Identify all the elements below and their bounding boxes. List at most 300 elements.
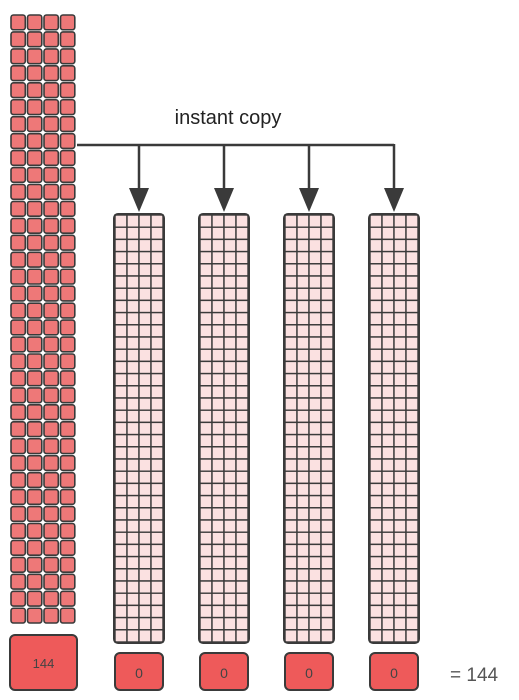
source-block <box>44 303 58 318</box>
copy-slot <box>370 605 382 617</box>
source-block <box>11 320 25 335</box>
source-block <box>61 269 75 284</box>
copy-slot <box>394 361 406 373</box>
source-block <box>44 540 58 555</box>
copy-slot <box>139 520 151 532</box>
copy-slot <box>297 300 309 312</box>
copy-slot <box>200 215 212 227</box>
copy-slot <box>370 581 382 593</box>
copy-slot <box>309 313 321 325</box>
copy-slot <box>297 557 309 569</box>
copy-slot <box>115 374 127 386</box>
copy-slot <box>406 300 418 312</box>
copy-slot <box>139 508 151 520</box>
copy-slot <box>297 288 309 300</box>
copy-slot <box>127 544 139 556</box>
copy-slot <box>406 325 418 337</box>
source-block <box>11 371 25 386</box>
copy-slot <box>406 496 418 508</box>
copy-slot <box>236 386 248 398</box>
copy-column <box>284 214 334 690</box>
source-block <box>28 252 42 267</box>
source-block <box>61 371 75 386</box>
source-block <box>28 456 42 471</box>
copy-slot <box>406 361 418 373</box>
copy-slot <box>406 508 418 520</box>
copy-slot <box>321 361 333 373</box>
copy-slot <box>139 459 151 471</box>
copy-slot <box>406 349 418 361</box>
copy-slot <box>151 386 163 398</box>
copy-slot <box>224 532 236 544</box>
copy-slot <box>285 239 297 251</box>
source-block <box>61 473 75 488</box>
source-block <box>61 388 75 403</box>
copy-slot <box>139 349 151 361</box>
copy-slot <box>127 532 139 544</box>
copy-slot <box>127 239 139 251</box>
copy-slot <box>200 544 212 556</box>
copy-slot <box>309 496 321 508</box>
copy-slot <box>321 557 333 569</box>
copy-slot <box>285 593 297 605</box>
source-block <box>28 540 42 555</box>
copy-slot <box>297 398 309 410</box>
copy-slot <box>394 508 406 520</box>
copy-slot <box>382 337 394 349</box>
copy-slot <box>200 422 212 434</box>
copy-slot <box>297 361 309 373</box>
copy-slot <box>297 532 309 544</box>
copy-slot <box>406 410 418 422</box>
source-block <box>11 574 25 589</box>
copy-slot <box>200 410 212 422</box>
copy-slot <box>285 288 297 300</box>
copy-slot <box>309 386 321 398</box>
source-block <box>44 507 58 522</box>
copy-slot <box>236 300 248 312</box>
copy-slot <box>370 508 382 520</box>
copy-slot <box>224 544 236 556</box>
source-column <box>11 15 75 623</box>
copy-slot <box>139 288 151 300</box>
copy-slot <box>406 618 418 630</box>
copy-slot <box>127 386 139 398</box>
copy-slot <box>236 618 248 630</box>
copy-slot <box>285 276 297 288</box>
source-block <box>61 32 75 47</box>
copy-slot <box>212 349 224 361</box>
copy-slot <box>115 435 127 447</box>
copy-slot <box>224 569 236 581</box>
source-block <box>44 574 58 589</box>
copy-slot <box>382 520 394 532</box>
copy-slot <box>212 361 224 373</box>
copy-slot <box>394 239 406 251</box>
copy-slot <box>224 618 236 630</box>
copy-count-label: 0 <box>135 665 143 681</box>
copy-slot <box>382 300 394 312</box>
copy-slot <box>127 483 139 495</box>
copy-slot <box>370 544 382 556</box>
copy-slot <box>406 520 418 532</box>
copy-slot <box>151 569 163 581</box>
source-block <box>44 371 58 386</box>
copy-slot <box>309 215 321 227</box>
copy-slot <box>382 227 394 239</box>
copy-slot <box>406 471 418 483</box>
copy-slot <box>236 557 248 569</box>
copy-slot <box>115 227 127 239</box>
source-block <box>61 456 75 471</box>
copy-slot <box>212 435 224 447</box>
source-block <box>44 405 58 420</box>
copy-slot <box>139 630 151 642</box>
copy-slot <box>285 398 297 410</box>
copy-slot <box>139 374 151 386</box>
copy-slot <box>212 593 224 605</box>
copy-slot <box>127 252 139 264</box>
copy-slot <box>151 252 163 264</box>
copy-slot <box>321 544 333 556</box>
copy-slot <box>382 483 394 495</box>
copy-slot <box>406 239 418 251</box>
copy-slot <box>406 630 418 642</box>
copy-slot <box>297 520 309 532</box>
copy-slot <box>139 557 151 569</box>
copy-slot <box>139 276 151 288</box>
source-block <box>28 269 42 284</box>
copy-count-label: 0 <box>220 665 228 681</box>
copy-slot <box>115 630 127 642</box>
copy-slot <box>297 593 309 605</box>
copy-slot <box>224 496 236 508</box>
copy-slot <box>382 593 394 605</box>
copy-slot <box>212 300 224 312</box>
source-block <box>61 201 75 216</box>
source-block <box>11 337 25 352</box>
copy-slot <box>406 337 418 349</box>
copy-slot <box>309 252 321 264</box>
copy-slot <box>394 447 406 459</box>
copy-slot <box>236 496 248 508</box>
copy-slot <box>139 569 151 581</box>
copy-slot <box>285 569 297 581</box>
source-block <box>11 218 25 233</box>
copy-slot <box>382 215 394 227</box>
copy-slot <box>309 239 321 251</box>
source-block <box>11 507 25 522</box>
source-block <box>11 269 25 284</box>
copy-slot <box>285 325 297 337</box>
copy-slot <box>115 349 127 361</box>
copy-slot <box>406 569 418 581</box>
copy-slot <box>321 520 333 532</box>
copy-slot <box>382 435 394 447</box>
copy-slot <box>370 349 382 361</box>
copy-slot <box>285 227 297 239</box>
copy-slot <box>236 532 248 544</box>
copy-slot <box>406 557 418 569</box>
copy-slot <box>370 337 382 349</box>
copy-slot <box>151 605 163 617</box>
copy-slot <box>236 435 248 447</box>
copy-slot <box>382 325 394 337</box>
copy-slot <box>224 398 236 410</box>
source-block <box>61 252 75 267</box>
copy-slot <box>309 276 321 288</box>
copy-slot <box>224 288 236 300</box>
copy-slot <box>370 300 382 312</box>
copy-slot <box>236 508 248 520</box>
source-block <box>44 456 58 471</box>
copy-slot <box>139 239 151 251</box>
copy-slot <box>321 496 333 508</box>
copy-slot <box>236 605 248 617</box>
source-block <box>28 235 42 250</box>
copy-slot <box>321 532 333 544</box>
copy-slot <box>285 618 297 630</box>
copy-slot <box>370 215 382 227</box>
copy-slot <box>297 374 309 386</box>
source-block <box>11 540 25 555</box>
copy-slot <box>370 447 382 459</box>
source-block <box>44 337 58 352</box>
copy-slot <box>200 435 212 447</box>
source-block <box>44 134 58 149</box>
source-block <box>61 218 75 233</box>
copy-slot <box>370 276 382 288</box>
copy-slot <box>151 276 163 288</box>
copy-slot <box>309 569 321 581</box>
copy-slot <box>370 361 382 373</box>
copy-slot <box>212 459 224 471</box>
instant-copy-label: instant copy <box>174 107 282 129</box>
copy-slot <box>236 313 248 325</box>
copy-slot <box>151 325 163 337</box>
copy-slot <box>297 630 309 642</box>
copy-slot <box>127 520 139 532</box>
source-block <box>11 608 25 623</box>
copy-slot <box>321 386 333 398</box>
copy-slot <box>236 422 248 434</box>
copy-slot <box>139 496 151 508</box>
copy-slot <box>321 276 333 288</box>
copy-slot <box>394 520 406 532</box>
copy-slot <box>394 349 406 361</box>
copy-slot <box>224 252 236 264</box>
copy-slot <box>236 227 248 239</box>
copy-slot <box>382 361 394 373</box>
copy-slot <box>200 264 212 276</box>
copy-column <box>369 214 419 690</box>
copy-slot <box>151 398 163 410</box>
source-block <box>11 286 25 301</box>
source-block <box>11 100 25 115</box>
source-block <box>11 405 25 420</box>
source-block <box>44 201 58 216</box>
copy-slot <box>394 276 406 288</box>
copy-slot <box>127 215 139 227</box>
source-block <box>61 557 75 572</box>
copy-slot <box>151 215 163 227</box>
source-block <box>61 134 75 149</box>
copy-slot <box>200 581 212 593</box>
copy-slot <box>321 252 333 264</box>
source-block <box>11 557 25 572</box>
source-block <box>11 168 25 183</box>
copy-slot <box>151 227 163 239</box>
copy-slot <box>321 471 333 483</box>
copy-slot <box>236 630 248 642</box>
copy-slot <box>236 276 248 288</box>
copy-slot <box>382 496 394 508</box>
copy-slot <box>115 337 127 349</box>
copy-slot <box>370 398 382 410</box>
copy-slot <box>212 605 224 617</box>
copy-slot <box>139 447 151 459</box>
copy-slot <box>394 435 406 447</box>
copy-slot <box>297 471 309 483</box>
copy-slot <box>127 618 139 630</box>
copy-slot <box>285 435 297 447</box>
copy-slot <box>394 288 406 300</box>
copy-slot <box>151 422 163 434</box>
copy-slot <box>200 300 212 312</box>
source-block <box>28 320 42 335</box>
copy-slot <box>285 215 297 227</box>
source-block <box>61 66 75 81</box>
copy-column <box>114 214 164 690</box>
copy-slot <box>224 557 236 569</box>
copy-slot <box>200 386 212 398</box>
copy-slot <box>236 398 248 410</box>
source-block <box>44 32 58 47</box>
copy-slot <box>406 288 418 300</box>
copy-slot <box>212 520 224 532</box>
copy-slot <box>309 361 321 373</box>
source-block <box>61 15 75 30</box>
copy-slot <box>212 471 224 483</box>
copy-slot <box>285 264 297 276</box>
copy-slot <box>224 313 236 325</box>
copy-slot <box>151 471 163 483</box>
copy-slot <box>139 593 151 605</box>
copy-slot <box>200 276 212 288</box>
source-block <box>44 235 58 250</box>
copy-slot <box>321 593 333 605</box>
source-block <box>28 405 42 420</box>
copy-slot <box>370 374 382 386</box>
copy-slot <box>394 581 406 593</box>
copy-slot <box>127 471 139 483</box>
copy-slot <box>309 508 321 520</box>
copy-slot <box>382 459 394 471</box>
copy-slot <box>321 313 333 325</box>
source-block <box>61 574 75 589</box>
copy-slot <box>370 252 382 264</box>
source-block <box>61 354 75 369</box>
copy-slot <box>382 508 394 520</box>
copy-slot <box>406 264 418 276</box>
copy-slot <box>139 337 151 349</box>
copy-slot <box>321 410 333 422</box>
copy-slot <box>406 252 418 264</box>
copy-slot <box>297 276 309 288</box>
copy-slot <box>285 337 297 349</box>
copy-slot <box>212 447 224 459</box>
copy-slot <box>127 410 139 422</box>
copy-slot <box>309 422 321 434</box>
copy-slot <box>151 581 163 593</box>
copy-slot <box>224 471 236 483</box>
copy-columns <box>114 214 419 690</box>
copy-slot <box>406 581 418 593</box>
copy-slot <box>370 386 382 398</box>
source-block <box>44 422 58 437</box>
copy-slot <box>127 361 139 373</box>
source-block <box>44 269 58 284</box>
source-block <box>61 235 75 250</box>
copy-slot <box>382 532 394 544</box>
copy-slot <box>236 215 248 227</box>
copy-slot <box>297 410 309 422</box>
copy-slot <box>236 337 248 349</box>
copy-slot <box>139 544 151 556</box>
copy-slot <box>394 337 406 349</box>
copy-slot <box>115 569 127 581</box>
copy-slot <box>394 264 406 276</box>
copy-slot <box>406 386 418 398</box>
copy-slot <box>285 410 297 422</box>
copy-slot <box>321 508 333 520</box>
copy-slot <box>139 386 151 398</box>
copy-slot <box>224 435 236 447</box>
copy-slot <box>321 349 333 361</box>
source-block <box>11 422 25 437</box>
copy-slot <box>297 569 309 581</box>
copy-slot <box>151 508 163 520</box>
copy-slot <box>394 471 406 483</box>
copy-slot <box>212 581 224 593</box>
source-block <box>11 83 25 98</box>
copy-slot <box>370 630 382 642</box>
copy-slot <box>297 496 309 508</box>
copy-slot <box>224 410 236 422</box>
copy-slot <box>382 471 394 483</box>
copy-slot <box>115 520 127 532</box>
source-block <box>61 524 75 539</box>
copy-slot <box>115 386 127 398</box>
copy-slot <box>115 557 127 569</box>
source-block <box>44 252 58 267</box>
copy-slot <box>236 325 248 337</box>
source-block <box>11 117 25 132</box>
source-block <box>11 303 25 318</box>
source-block <box>28 134 42 149</box>
copy-slot <box>224 227 236 239</box>
copy-slot <box>127 605 139 617</box>
copy-slot <box>285 544 297 556</box>
copy-slot <box>139 264 151 276</box>
copy-slot <box>285 459 297 471</box>
copy-slot <box>115 215 127 227</box>
copy-slot <box>382 618 394 630</box>
copy-slot <box>382 605 394 617</box>
copy-slot <box>309 581 321 593</box>
copy-slot <box>115 459 127 471</box>
source-block <box>61 117 75 132</box>
